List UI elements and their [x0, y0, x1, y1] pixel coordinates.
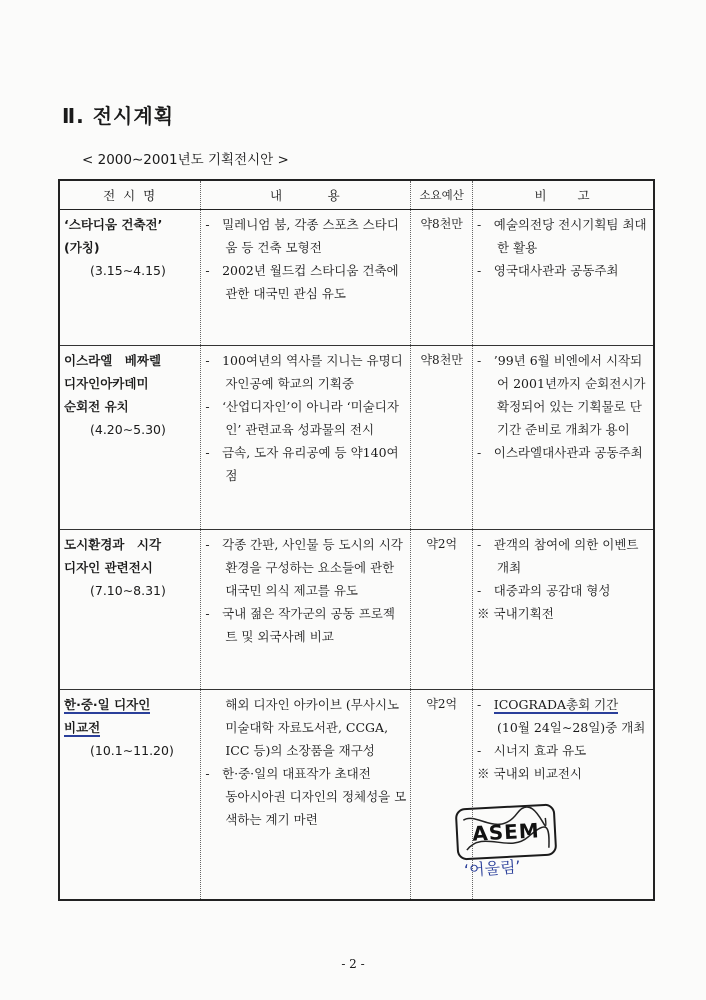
exhibition-period: (10.1∼11.20) [90, 743, 174, 758]
budget-cell: 약8천만 [411, 346, 473, 530]
budget-cell: 약8천만 [411, 210, 473, 346]
exhibition-plan-table [58, 179, 655, 901]
remark-note: ※ 국내기획전 [477, 606, 554, 621]
remark-item: - 영국대사관과 공동주최 [477, 263, 619, 278]
exhibition-period: (3.15∼4.15) [90, 263, 166, 278]
header-content: 내 용 [201, 180, 411, 210]
remark-item: - ICOGRADA총회 기간 [477, 697, 619, 712]
table-row [59, 210, 654, 346]
remark-item: - 이스라엘대사관과 공동주최 [477, 445, 643, 460]
remark-item: - 예술의전당 전시기획팀 최대한 활용 [477, 217, 647, 255]
exhibition-name-line: 디자인 관련전시 [64, 560, 153, 575]
exhibition-name-line: 순회전 유치 [64, 399, 129, 414]
content-item: - ‘산업디자인’이 아니라 ‘미술디자인’ 관련교육 성과물의 전시 [205, 399, 399, 437]
section-heading: Ⅱ. 전시계획 [62, 104, 175, 128]
exhibition-cell [59, 530, 201, 690]
content-item: - 국내 젊은 작가군의 공동 프로젝트 및 외국사례 비교 [205, 606, 395, 644]
remarks-cell [473, 346, 654, 530]
page-number: - 2 - [341, 957, 365, 971]
content-item: - 100여년의 역사를 지니는 유명디자인공예 학교의 기획중 [205, 353, 403, 391]
content-item: - 금속, 도자 유리공예 등 약140여점 [205, 445, 399, 483]
content-item: 해외 디자인 아카이브 (무사시노미술대학 자료도서관, CCGA, ICC 등)의 소장품을 재구성 [225, 697, 400, 758]
content-cell [201, 210, 411, 346]
exhibition-name-line: 비교전 [64, 720, 101, 735]
exhibition-cell [59, 346, 201, 530]
stamp-text: ASEM [471, 818, 541, 846]
budget-cell: 약2억 [411, 690, 473, 900]
exhibition-name-line: 한·중·일 디자인 [64, 697, 151, 712]
exhibition-name-line: ‘스타디움 건축전’ [64, 217, 163, 232]
remark-item: - 대중과의 공감대 형성 [477, 583, 611, 598]
exhibition-period: (7.10∼8.31) [90, 583, 166, 598]
content-item: 동아시아권 디자인의 정체성을 모색하는 계기 마련 [225, 789, 407, 827]
asem-stamp [455, 803, 558, 860]
remark-note: ※ 국내외 비교전시 [477, 766, 583, 781]
table-caption: < 2000∼2001년도 기획전시안 > [82, 152, 289, 168]
exhibition-name-line: 도시환경과 시각 [64, 537, 162, 552]
remarks-cell [473, 530, 654, 690]
table-row [59, 530, 654, 690]
remark-item: - ’99년 6월 비엔에서 시작되어 2001년까지 순회전시가 확정되어 있는 기획물로 단기간 준비로 개최가 용이 [477, 353, 646, 437]
table-row [59, 346, 654, 530]
content-item: - 한·중·일의 대표작가 초대전 [205, 766, 371, 781]
exhibition-name-line: (가칭) [64, 240, 100, 255]
content-cell [201, 690, 411, 900]
header-exhibition-name: 전 시 명 [59, 180, 201, 210]
handwritten-note: ‘어울림’ [463, 857, 522, 880]
header-remarks: 비 고 [473, 180, 654, 210]
remark-item: - 시너지 효과 유도 [477, 743, 587, 758]
exhibition-cell [59, 690, 201, 900]
table-header-row [59, 180, 654, 210]
remark-item: (10월 24일∼28일)중 개최 [497, 720, 646, 735]
remarks-cell [473, 210, 654, 346]
content-item: - 각종 간판, 사인물 등 도시의 시각환경을 구성하는 요소들에 관한 대국민 의식 제고를 유도 [205, 537, 403, 598]
exhibition-period: (4.20∼5.30) [90, 422, 166, 437]
exhibition-name-line: 디자인아카데미 [64, 376, 149, 391]
content-item: - 밀레니엄 붐, 각종 스포츠 스타디움 등 건축 모형전 [205, 217, 399, 255]
table-row [59, 690, 654, 900]
header-budget: 소요예산 [411, 180, 473, 210]
exhibition-cell [59, 210, 201, 346]
exhibition-name-line: 이스라엘 베짜렐 [64, 353, 162, 368]
content-cell [201, 530, 411, 690]
remark-item: - 관객의 참여에 의한 이벤트 개최 [477, 537, 639, 575]
budget-cell: 약2억 [411, 530, 473, 690]
content-item: - 2002년 월드컵 스타디움 건축에 관한 대국민 관심 유도 [205, 263, 399, 301]
content-cell [201, 346, 411, 530]
